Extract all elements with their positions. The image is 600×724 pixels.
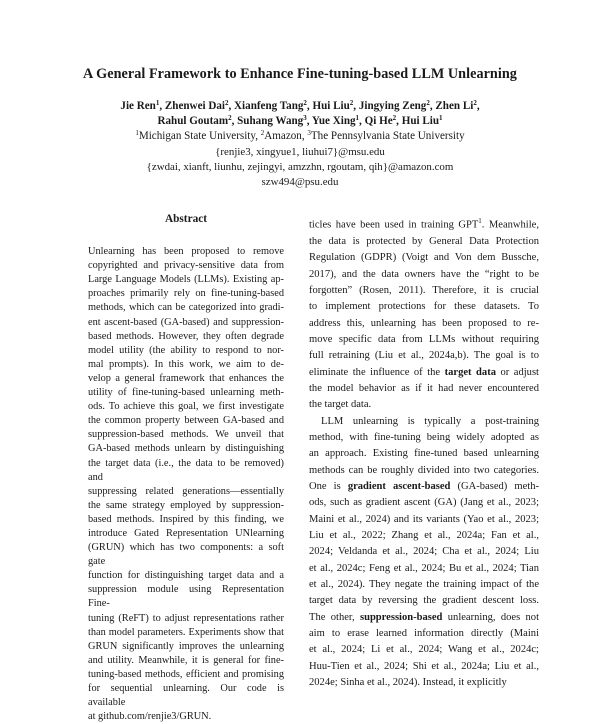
affiliation-amazon: Amazon,: [264, 130, 308, 143]
body-text: Maini et al., 2024) and its variants (Yao et al., 2023;: [309, 513, 539, 525]
body-text: One is: [309, 481, 348, 493]
body-text: method, with fine-tuning being widely adopted as: [309, 431, 539, 443]
author-affiliation-mark: 1: [155, 99, 160, 107]
author-name: Hui Liu: [401, 115, 439, 128]
body-text: 2024e; Sinha et al., 2024). Instead, it explicitly: [309, 677, 507, 689]
paper-title: A General Framework to Enhance Fine-tuning-based LLM Unlearning: [83, 66, 517, 82]
body-line: [309, 430, 539, 446]
author-affiliation-mark: 2: [303, 99, 307, 107]
body-line: [309, 561, 539, 577]
abstract-line: introduce Gated Representation UNlearning: [88, 527, 284, 539]
email-line: {zwdai, xianft, liunhu, zejingyi, amzzhn, rgoutam, qih}@amazon.com: [146, 160, 454, 173]
body-text: (GA-based) meth-: [450, 481, 539, 493]
abstract-line: Large Language Models (LLMs). Existing ap-: [88, 274, 284, 286]
author-affiliation-mark: 2: [225, 99, 229, 107]
abstract-line: velop a general framework that enhances the: [88, 372, 284, 384]
abstract-body: [88, 245, 284, 724]
abstract-line: proaches primarily rely on fine-tuning-based: [88, 288, 284, 300]
body-line: [309, 512, 539, 528]
body-text: . Meanwhile,: [481, 219, 539, 231]
abstract-line: ent ascent-based (GA-based) and suppression-: [88, 316, 284, 328]
email-line: szw494@psu.edu: [261, 176, 339, 189]
abstract-line: at github.com/renjie3/GRUN.: [88, 711, 212, 723]
affiliations-line: [0, 129, 600, 144]
body-text: or adjust: [495, 366, 539, 378]
author-affiliation-mark: 3: [303, 114, 307, 123]
body-line: [309, 528, 539, 544]
body-text: ticles have been used in training GPT: [309, 219, 479, 231]
body-text: aim to erase learned information directly (Maini: [309, 628, 539, 640]
author-line-1: Jie Ren$^1$, Zhenwei Dai$^2$, Xianfeng Tang$^2$, Hui Liu$^2$, Jingying Zeng$^2$, Zhen Li$^2$,: [120, 99, 480, 112]
body-line: [309, 642, 539, 658]
abstract-line: for sequential unlearning. Our code is available: [88, 683, 284, 709]
abstract-line: ods. To achieve this goal, we first investigate: [88, 401, 284, 413]
body-text: the target data.: [309, 399, 372, 411]
abstract-line: methods, which can be categorized into gradi-: [88, 302, 284, 314]
body-text: address this, unlearning has been proposed to re-: [309, 317, 539, 329]
abstract-line: Unlearning has been proposed to remove: [88, 246, 284, 258]
author-name: Zhen Li: [435, 100, 474, 112]
body-text: an approach. Existing fine-tuned based unlearning: [309, 448, 539, 460]
affiliation-mark: 1: [135, 129, 139, 138]
abstract-heading: Abstract: [164, 213, 208, 225]
body-line: [309, 659, 539, 675]
abstract-line: suppressing related generations—essentially: [88, 485, 284, 497]
body-line: [309, 250, 539, 266]
author-affiliation-mark: 1: [439, 114, 443, 123]
abstract-line: the same strategy employed by suppression-: [88, 499, 284, 511]
body-text: full retraining (Liu et al., 2024a,b). The goal is to: [309, 350, 539, 362]
abstract-line: GA-based methods unlearn by distinguishing: [88, 443, 284, 455]
body-text: 2017), and the data owners have the “right to be: [309, 268, 539, 280]
body-line: [309, 577, 539, 593]
body-text: Liu et al., 2022; Zhang et al., 2024a; Fan et al.,: [309, 530, 539, 542]
abstract-line: suppression-based methods. We unveil that: [88, 429, 284, 441]
body-line: [309, 414, 539, 430]
author-name: Xianfeng Tang: [234, 100, 304, 112]
body-text: methods can be roughly divided into two categories.: [309, 464, 539, 476]
affiliation-msu: Michigan State University,: [138, 130, 261, 143]
body-text: The other,: [309, 611, 360, 623]
body-line: [309, 495, 539, 511]
body-text: et al., 2024). They negate the training impact of the: [309, 579, 539, 591]
body-line: [309, 544, 539, 560]
abstract-line: (GRUN) which has two components: a soft gate: [88, 542, 284, 568]
author-name: Qi He: [364, 115, 393, 128]
body-text: ods, such as gradient ascent (GA) (Jang et al., 2023;: [309, 497, 539, 509]
author-name: Rahul Goutam: [157, 115, 229, 128]
author-affiliation-mark: 2: [426, 99, 430, 107]
author-affiliation-mark: 2: [228, 114, 232, 123]
body-text: unlearning, does not: [442, 611, 539, 623]
abstract-line: model utility (the ability to respond to nor-: [88, 344, 284, 356]
body-text: the model behavior as if it had never encountered: [309, 382, 539, 394]
abstract-line: tuning (ReFT) to adjust representations rather: [88, 612, 284, 624]
author-line-2: Rahul Goutam$^2$, Suhang Wang$^3$, Yue Xing$^1$, Qi He$^2$, Hui Liu$^1$: [157, 114, 443, 128]
body-text: Regulation (GDPR) (Voigt and Von dem Bussche,: [309, 252, 539, 264]
intro-column: [309, 213, 539, 691]
author-name: Zhenwei Dai: [164, 100, 225, 112]
body-text: 2024; Veldanda et al., 2024; Cha et al., 2024; Liu: [309, 546, 539, 558]
body-line: [309, 610, 539, 626]
body-line: [309, 299, 539, 315]
abstract-line: copyrighted and privacy-sensitive data from: [88, 260, 284, 272]
abstract-line: and utility. Meanwhile, it is general for fine-: [88, 654, 284, 666]
body-line: [309, 397, 539, 413]
footnote-mark: 1: [478, 217, 482, 225]
author-affiliation-mark: 2: [473, 99, 477, 107]
abstract-line: suppression module using Representation Fine-: [88, 584, 284, 610]
body-line: [309, 234, 539, 250]
intro-paragraph-1: [309, 213, 539, 414]
author-block: [0, 99, 600, 190]
body-text: move specific data from LLMs without requiring: [309, 333, 539, 345]
body-text: the data is protected by General Data Protection: [309, 235, 539, 247]
author-affiliation-mark: 2: [349, 99, 354, 107]
body-text: eliminate the influence of the: [309, 366, 445, 378]
body-line: [309, 479, 539, 495]
abstract-line: than model parameters. Experiments show that: [88, 626, 284, 638]
affiliation-mark: 3: [307, 129, 311, 138]
body-text: Huu-Tien et al., 2024; Shi et al., 2024a; Liu et al.,: [309, 660, 539, 672]
body-line: [309, 446, 539, 462]
author-name: Jie Ren: [120, 100, 156, 112]
affiliation-mark: 2: [260, 129, 265, 138]
body-line: [309, 283, 539, 299]
intro-paragraph-2: [309, 414, 539, 692]
body-line: [309, 463, 539, 479]
abstract-line: based methods. However, they often degrade: [88, 330, 284, 342]
body-line: [309, 365, 539, 381]
body-text: et al., 2024; Li et al., 2024; Wang et al., 2024c;: [309, 644, 539, 656]
body-line: [309, 316, 539, 332]
body-line: [309, 332, 539, 348]
author-name: Suhang Wang: [237, 115, 304, 128]
abstract-line: function for distinguishing target data and a: [88, 570, 284, 582]
affiliation-psu: The Pennsylvania State University: [310, 130, 465, 143]
abstract-line: mal prompts). In this work, we aim to de-: [88, 358, 284, 370]
body-line: [309, 267, 539, 283]
author-name: Hui Liu: [312, 100, 350, 112]
abstract-line: tuning-based methods, efficient and promising: [88, 668, 284, 680]
body-line: [309, 348, 539, 364]
body-text: target data by reversing the gradient descent loss.: [309, 595, 539, 607]
bold-term: suppression-based: [359, 611, 443, 623]
body-line: [309, 626, 539, 642]
body-text: forgotten” (Rosen, 2011). Therefore, it is crucial: [309, 284, 539, 296]
body-line: [309, 381, 539, 397]
bold-term: gradient ascent-based: [347, 481, 451, 493]
body-text: et al., 2024c; Feng et al., 2024; Bu et al., 2024; Tian: [309, 562, 539, 574]
email-line: {renjie3, xingyue1, liuhui7}@msu.edu: [215, 145, 385, 158]
body-line: [309, 213, 539, 234]
abstract-line: utility of fine-tuning-based unlearning meth-: [88, 387, 284, 399]
abstract-line: the target data (i.e., the data to be removed) and: [88, 457, 284, 483]
author-affiliation-mark: 1: [355, 114, 360, 123]
abstract-column: [88, 212, 284, 724]
author-name: Yue Xing: [311, 115, 356, 128]
body-text: to implement protections for these datasets. To: [309, 301, 539, 313]
abstract-line: the common property between GA-based and: [88, 415, 284, 427]
abstract-line: based methods. Inspired by this finding, we: [88, 513, 284, 525]
abstract-line: GRUN significantly improves the unlearning: [88, 640, 284, 652]
author-name: Jingying Zeng: [358, 100, 427, 112]
author-affiliation-mark: 2: [392, 114, 397, 123]
body-text: LLM unlearning is typically a post-training: [321, 415, 539, 427]
body-line: [309, 593, 539, 609]
bold-term: target data: [444, 366, 496, 378]
body-line: [309, 675, 539, 691]
